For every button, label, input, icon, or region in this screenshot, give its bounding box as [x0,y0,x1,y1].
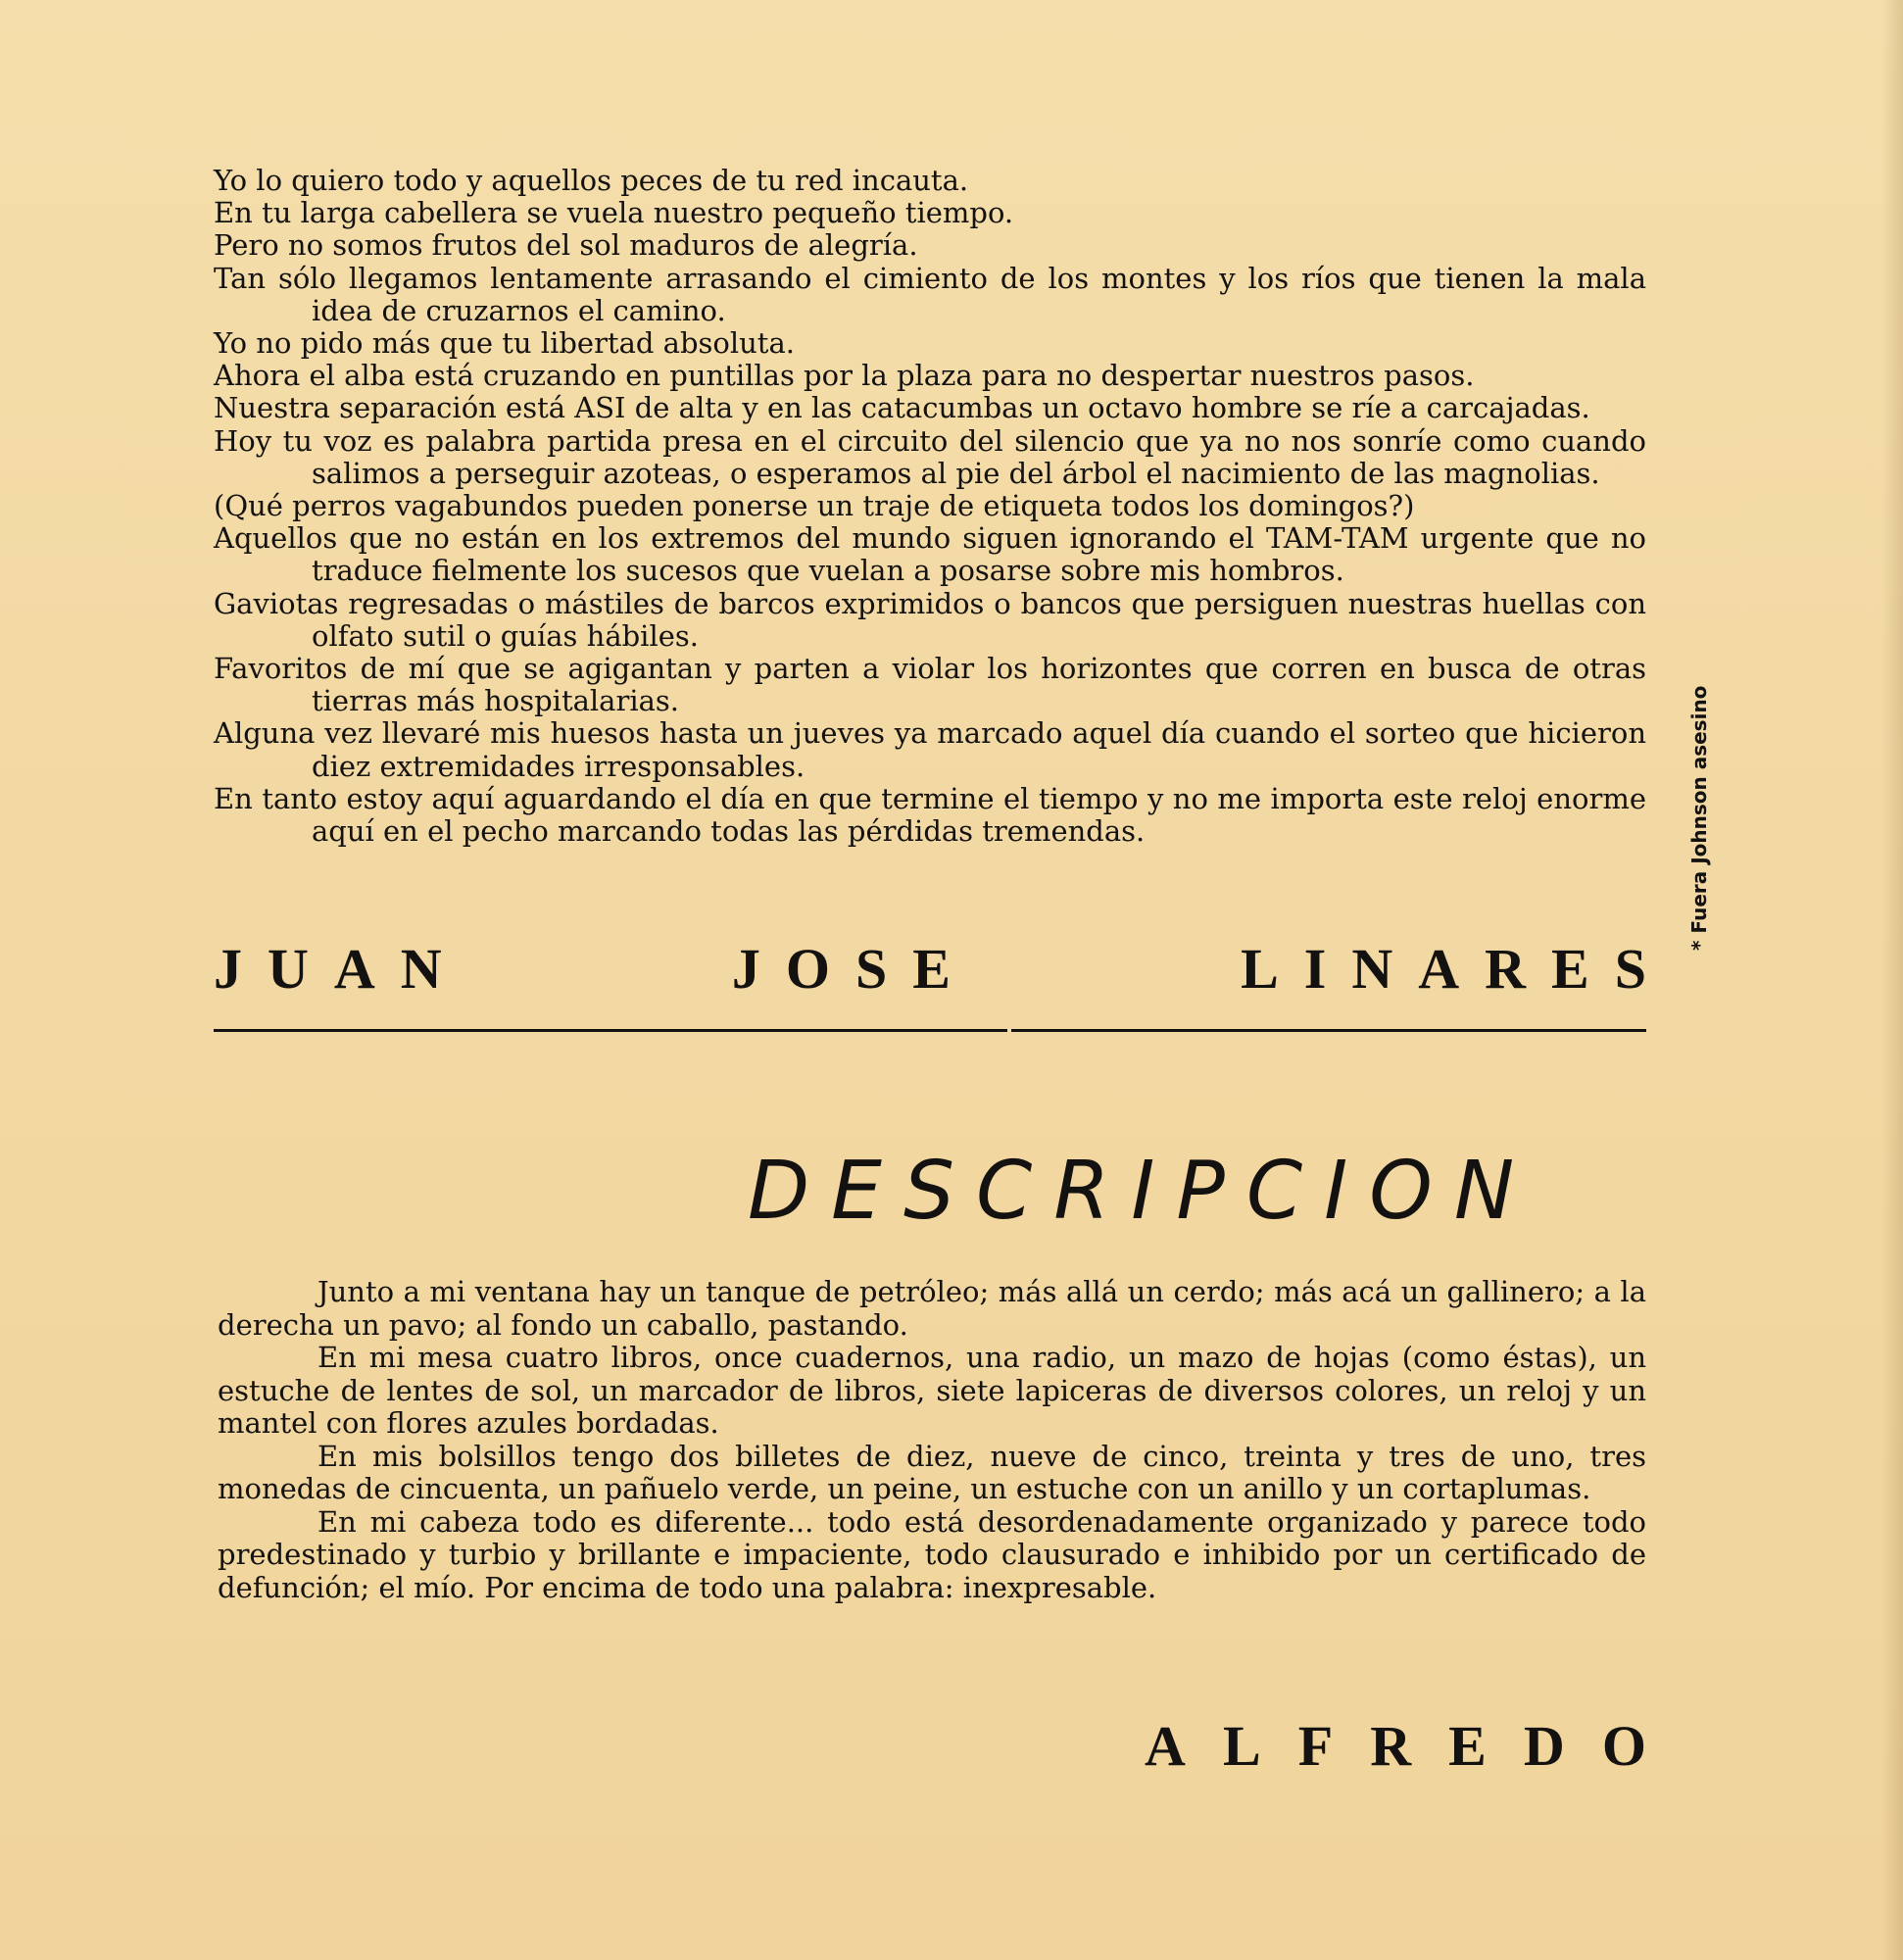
poem-line: Ahora el alba está cruzando en puntillas por la plaza para no despertar nuestros pasos. [214,359,1475,393]
poem-line: Favoritos de mí que se agigantan y parten a violar los horizontes que corren en busca de otras tierras más hospitalarias. [214,652,1646,718]
poem-line: Hoy tu voz es palabra partida presa en el circuito del silencio que ya no nos sonríe como cuando salimos a perseguir azoteas, o esperamos al pie del árbol el nacimiento de las magnolias. [214,423,1646,490]
side-note: * Fuera Johnson asesino [1687,685,1711,951]
poem-line: Tan sólo llegamos lentamente arrasando el cimiento de los montes y los ríos que tienen la mala idea de cruzarnos el camino. [214,261,1646,327]
section-heading: DESCRIPCION [748,1145,1537,1238]
poem-line: En tanto estoy aquí aguardando el día en que termine el tiempo y no me importa este reloj enorme aquí en el pecho marcando todas las pérdidas tremendas. [214,781,1646,849]
author-name-word: J O S E [731,937,951,1001]
prose-block [218,1276,1646,1604]
author-name-word: J U A N [214,937,442,1001]
poem-line: (Qué perros vagabundos pueden ponerse un traje de etiqueta todos los domingos?) [214,489,1415,523]
author-signature-1 [214,936,1646,1002]
page-edge-shadow [1881,0,1903,1960]
poem-line: Gaviotas regresadas o mástiles de barcos exprimidos o bancos que persiguen nuestras huellas con olfato sutil o guías hábiles. [214,586,1646,653]
poem-line: En tu larga cabellera se vuela nuestro pequeño tiempo. [214,196,1014,230]
prose-paragraph: En mi cabeza todo es diferente... todo está desordenadamente organizado y parece todo predestinado y turbio y brillante e impaciente, todo clausurado e inhibido por un certificado de defunción; el mío. Por encima de todo una palabra: inexpresable. [218,1504,1646,1604]
divider-right [1011,1029,1646,1032]
prose-paragraph: En mi mesa cuatro libros, once cuadernos, una radio, un mazo de hojas (como éstas), un estuche de lentes de sol, un marcador de libros, siete lapiceras de diversos colores, un reloj y un mantel con flores azules bordadas. [218,1341,1646,1440]
prose-paragraph: Junto a mi ventana hay un tanque de petróleo; más allá un cerdo; más acá un gallinero; a la derecha un pavo; al fondo un caballo, pastando. [218,1275,1646,1342]
poem-line: Nuestra separación está ASI de alta y en las catacumbas un octavo hombre se ríe a carcajadas. [214,391,1590,425]
poem-line: Pero no somos frutos del sol maduros de alegría. [214,228,918,263]
poem-line: Yo lo quiero todo y aquellos peces de tu red incauta. [214,164,969,197]
divider-left [214,1029,1007,1032]
author-name-word: L I N A R E S [1241,937,1646,1001]
poem-line: Yo no pido más que tu libertad absoluta. [214,326,795,361]
author-signature-2: A L F R E D O [1145,1714,1646,1778]
prose-paragraph: En mis bolsillos tengo dos billetes de diez, nueve de cinco, treinta y tres de uno, tres monedas de cincuenta, un pañuelo verde, un peine, un estuche con un anillo y un cortaplumas. [218,1439,1646,1505]
poem-line: Aquellos que no están en los extremos del mundo siguen ignorando el TAM-TAM urgente que no traduce fielmente los sucesos que vuelan a posarse sobre mis hombros. [214,521,1646,588]
poem-block [214,165,1646,848]
poem-line: Alguna vez llevaré mis huesos hasta un jueves ya marcado aquel día cuando el sorteo que hicieron diez extremidades irresponsables. [214,716,1646,783]
